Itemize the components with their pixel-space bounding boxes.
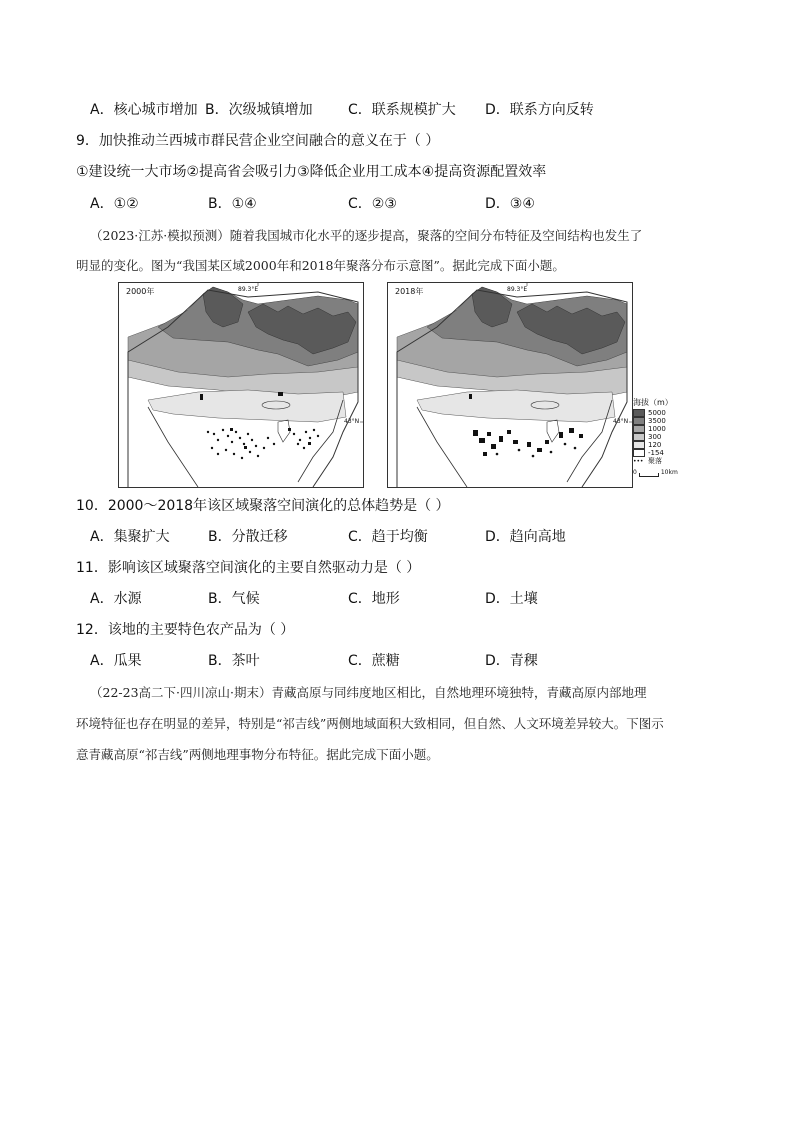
q9-option-d[interactable]: D．③④ <box>485 196 535 212</box>
legend-label: 5000 <box>648 408 666 417</box>
map-2018-lon: 89.3°E <box>507 286 528 293</box>
legend-label: 120 <box>648 440 662 449</box>
q12-stem: 12．该地的主要特色农产品为（ ） <box>76 622 295 638</box>
q10-stem: 10．2000～2018年该区域聚落空间演化的总体趋势是（ ） <box>76 498 450 514</box>
settlement-map-2000 <box>118 282 364 488</box>
passage2-line1: （22-23高二下·四川凉山·期末）青藏高原与同纬度地区相比，自然地理环境独特，青藏高原内部地理 <box>90 685 647 700</box>
legend-row-1000 <box>633 425 691 433</box>
q10-option-d[interactable]: D．趋向高地 <box>485 529 566 545</box>
elevation-legend <box>633 398 691 477</box>
q11-stem: 11．影响该区域聚落空间演化的主要自然驱动力是（ ） <box>76 560 421 576</box>
legend-title: 海拔（m） <box>633 398 673 407</box>
q12-option-c[interactable]: C．蔗糖 <box>348 653 400 669</box>
q12-option-a[interactable]: A．瓜果 <box>90 653 142 669</box>
legend-row-settlement <box>633 457 691 465</box>
legend-row-300 <box>633 433 691 441</box>
q10-option-b[interactable]: B．分散迁移 <box>208 529 288 545</box>
q9-stem: 9．加快推动兰西城市群民营企业空间融合的意义在于（ ） <box>76 133 440 149</box>
q10-option-a[interactable]: A．集聚扩大 <box>90 529 170 545</box>
settlement-symbol-icon: • • • <box>633 457 643 465</box>
map-2000-year: 2000年 <box>126 287 155 296</box>
q11-option-a[interactable]: A．水源 <box>90 591 142 607</box>
q12-option-d[interactable]: D．青稞 <box>485 653 538 669</box>
q9-option-a[interactable]: A．①② <box>90 196 139 212</box>
q8-option-d[interactable]: D．联系方向反转 <box>485 102 594 118</box>
legend-swatch <box>633 441 645 449</box>
legend-label: 300 <box>648 432 662 441</box>
q11-option-b[interactable]: B．气候 <box>208 591 260 607</box>
legend-label: -154 <box>648 448 664 457</box>
passage2-line2: 环境特征也存在明显的差异，特别是“祁吉线”两侧地域面积大致相同，但自然、人文环境差异较大。下图示 <box>76 716 664 731</box>
map-2000-lat: 43°N <box>344 418 360 425</box>
q11-option-c[interactable]: C．地形 <box>348 591 400 607</box>
q8-option-a[interactable]: A．核心城市增加 <box>90 102 198 118</box>
passage1-line2: 明显的变化。图为“我国某区域2000年和2018年聚落分布示意图”。据此完成下面小题。 <box>76 258 565 273</box>
legend-label: 3500 <box>648 416 666 425</box>
passage2-line3: 意青藏高原“祁吉线”两侧地理事物分布特征。据此完成下面小题。 <box>76 747 439 762</box>
map-2000-lon: 89.3°E <box>238 286 259 293</box>
legend-swatch <box>633 433 645 441</box>
scale-zero: 0 <box>633 469 637 476</box>
q8-option-b[interactable]: B．次级城镇增加 <box>205 102 313 118</box>
map-2018-svg <box>387 282 633 488</box>
q12-option-b[interactable]: B．茶叶 <box>208 653 260 669</box>
map-2018-lat: 43°N <box>613 418 629 425</box>
scale-bar <box>633 468 691 477</box>
scale-ten: 10km <box>660 469 678 476</box>
legend-swatch <box>633 409 645 417</box>
q9-option-c[interactable]: C．②③ <box>348 196 397 212</box>
legend-label: 1000 <box>648 424 666 433</box>
passage1-line1: （2023·江苏·模拟预测）随着我国城市化水平的逐步提高，聚落的空间分布特征及空间结构也发生了 <box>90 228 643 243</box>
legend-swatch <box>633 417 645 425</box>
settlement-map-2018 <box>387 282 633 488</box>
map-2000-svg <box>118 282 364 488</box>
q8-option-c[interactable]: C．联系规模扩大 <box>348 102 456 118</box>
scale-bar-line <box>639 473 659 477</box>
q9-statements: ①建设统一大市场②提高省会吸引力③降低企业用工成本④提高资源配置效率 <box>76 164 547 180</box>
legend-label: 聚落 <box>648 456 662 465</box>
legend-swatch <box>633 425 645 433</box>
q10-option-c[interactable]: C．趋于均衡 <box>348 529 428 545</box>
q11-option-d[interactable]: D．土壤 <box>485 591 538 607</box>
map-2018-year: 2018年 <box>395 287 424 296</box>
q9-option-b[interactable]: B．①④ <box>208 196 257 212</box>
